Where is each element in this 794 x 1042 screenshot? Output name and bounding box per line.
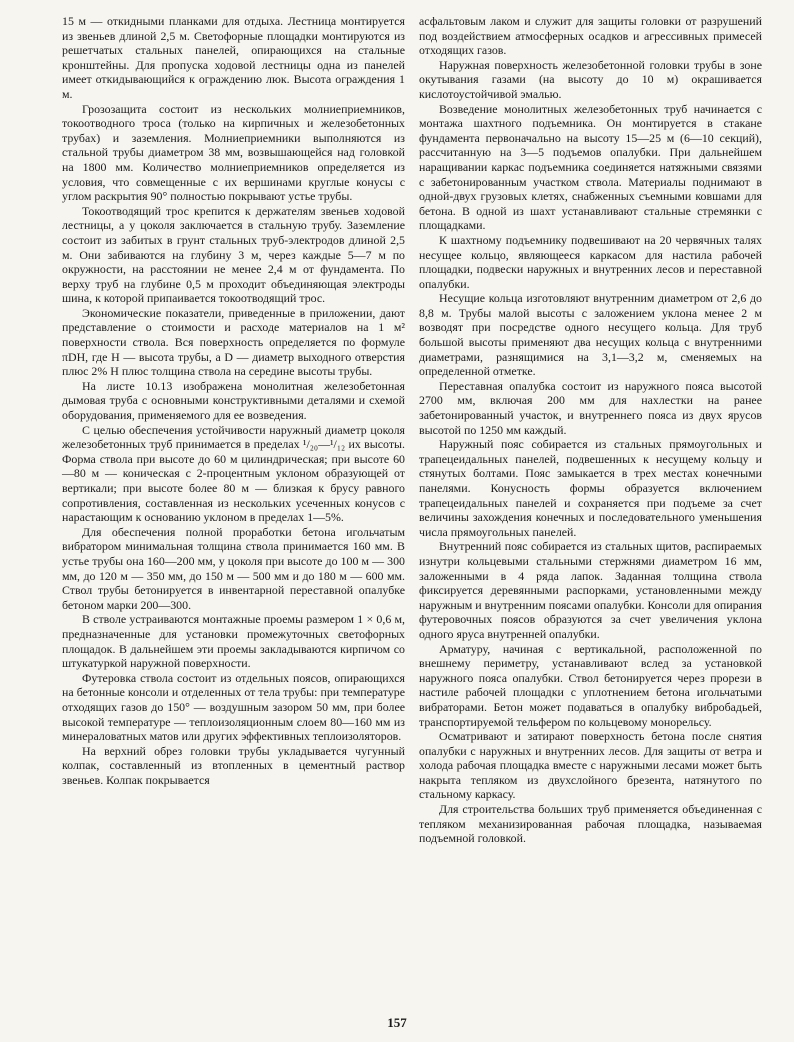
paragraph: Футеровка ствола состоит из отдельных поясов, опирающихся на бетонные консоли и отделенных от тела трубы: при температуре отходящих газов до 150° — воздушным зазором 50 мм, при более высокой температуре — теплоизоляционным слоем 80—160 мм из минераловатных матов или других эффективных теплоизоляторов. xyxy=(62,670,405,744)
paragraph: К шахтному подъемнику подвешивают на 20 червячных талях несущее кольцо, являющееся каркасом для настила рабочей площадки, подвески наружных и внутренних лесов и переставной опалубки. xyxy=(419,232,762,291)
paragraph: Возведение монолитных железобетонных труб начинается с монтажа шахтного подъемника. Он монтируется в стакане фундамента первоначально на высоту 15—25 м (6—10 секций), рассчитанную на 3—5 подъемов опалубки. При дальнейшем наращивании каркас подъемника соединяется натяжными связями с забетонированным участком ствола. Материалы поднимают в одной-двух грузовых клетях, снабженных съемными ковшами для бетона. В одной из шахт устанавливают стальные стремянки с площадками. xyxy=(419,101,762,233)
page-number: 157 xyxy=(387,1015,407,1030)
page-body xyxy=(62,14,762,994)
paragraph: Наружная поверхность железобетонной головки трубы в зоне окутывания газами (на высоту до 10 м) окрашивается кислотоустойчивой эмалью. xyxy=(419,57,762,101)
paragraph: Для обеспечения полной проработки бетона игольчатым вибратором минимальная толщина ствола принимается 160 мм. В устье трубы она 160—200 мм, у цоколя при высоте до 100 м — 300 мм, до 120 м — 350 мм, до 150 м — 500 мм и до 180 м — 600 мм. Ствол трубы бетонируется в инвентарной переставной опалубке бетоном марки 200—300. xyxy=(62,524,405,612)
paragraph: Внутренний пояс собирается из стальных щитов, распираемых изнутри кольцевыми стальными стержнями диаметром 16 мм, заложенными в 4 ряда лапок. Заданная толщина ствола фиксируется деревянными распорками, установленными между наружным и внутренним поясами опалубки. Консоли для опирания футеровочных поясов образуются за счет увеличения уклона одного яруса внутренней опалубки. xyxy=(419,539,762,641)
paragraph: Арматуру, начиная с вертикальной, расположенной по внешнему периметру, устанавливают вслед за установкой наружного пояса опалубки. Ствол бетонируется через прорези в настиле рабочей площадки с уплотнением бетона игольчатыми вибраторами. Бетон может подаваться в опалубку вибробадьей, транспортируемой тельфером по кольцевому монорельсу. xyxy=(419,641,762,729)
paragraph: Осматривают и затирают поверхность бетона после снятия опалубки с наружных и внутренних лесов. Для защиты от ветра и холода рабочая площадка вместе с наружными лесами может быть накрыта тепляком из двухслойного брезента, натянутого по стальному каркасу. xyxy=(419,729,762,802)
left-column xyxy=(62,14,405,994)
paragraph: Токоотводящий трос крепится к держателям звеньев ходовой лестницы, а у цоколя заключается в стальную трубу. Заземление состоит из забитых в грунт стальных труб-электродов длиной 2,5 м. Они забиваются на глубину 3 м, через каждые 5—7 м по окружности, на расстоянии не менее 2,4 м от фундамента. По верху труб на глубине 0,5 м проходит объединяющая электроды шина, к которой припаивается токоотводящий трос. xyxy=(62,203,405,306)
paragraph: На верхний обрез головки трубы укладывается чугунный колпак, составленный из втопленных в цементный раствор звеньев. Колпак покрывается xyxy=(62,743,405,787)
right-column xyxy=(419,14,762,994)
paragraph: 15 м — откидными планками для отдыха. Лестница монтируется из звеньев длиной 2,5 м. Светофорные площадки монтируются из решетчатых стальных панелей, опирающихся на стальные кронштейны. Для пропуска ходовой лестницы одна из панелей имеет откидывающийся к ограждению люк. Высота ограждения 1 м. xyxy=(62,14,405,101)
paragraph: асфальтовым лаком и служит для защиты головки от разрушений под воздействием атмосферных осадков и агрессивных примесей отходящих газов. xyxy=(419,14,762,58)
paragraph: Грозозащита состоит из нескольких молниеприемников, токоотводного троса (только на кирпичных и железобетонных трубах) и заземления. Молниеприемники выполняются из стальной трубы диаметром 38 мм, возвышающейся над головкой на 1800 мм. Количество молниеприемников определяется из условия, что совмещенные с их вершинами круглые конусы с углом раскрытия 90° полностью покрывают устье трубы. xyxy=(62,101,405,204)
paragraph: Экономические показатели, приведенные в приложении, дают представление о стоимости и расходе материалов на 1 м² поверхности ствола. Вся поверхность определяется по формуле πDH, где H — высота трубы, а D — диаметр выходного отверстия плюс 2% H плюс толщина ствола на середине высоты трубы. xyxy=(62,305,405,379)
paragraph: На листе 10.13 изображена монолитная железобетонная дымовая труба с основными конструктивными деталями и схемой оборудования, применяемого для ее возведения. xyxy=(62,378,405,423)
paragraph: Несущие кольца изготовляют внутренним диаметром от 2,6 до 8,8 м. Трубы малой высоты с заложением уклона менее 2 м возводят при посредстве одного несущего кольца. Для труб большой высоты применяют два несущих кольца с внутренними диаметрами, разнящимися на 3,1—3,2 м, сменяемых на определенной отметке. xyxy=(419,291,762,379)
paragraph: Наружный пояс собирается из стальных прямоугольных и трапецеидальных панелей, подвешенных к несущему кольцу и стянутых болтами. Пояс замыкается в трех местах конечными панелями. Конусность формы образуется включением трапецеидальных панелей и сохраняется при подъеме за счет величины захождения конечных и последовательного уменьшения числа прямоугольных панелей. xyxy=(419,437,762,539)
paragraph: Для строительства больших труб применяется объединенная с тепляком механизированная рабочая площадка, называемая подъемной головкой. xyxy=(419,802,762,846)
paragraph: С целью обеспечения устойчивости наружный диаметр цоколя железобетонных труб принимается в пределах ¹/₂₀—¹/₁₂ их высоты. Форма ствола при высоте до 60 м цилиндрическая; при высоте 60—80 м — коническая с 2-процентным уклоном образующей от вертикали; при высоте более 80 м — близкая к брусу равного сопротивления, составленная из нескольких усеченных конусов с нарастающим к основанию уклоном в пределах 1—5%. xyxy=(62,422,405,525)
paragraph: В стволе устраиваются монтажные проемы размером 1 × 0,6 м, предназначенные для установки промежуточных светофорных площадок. В дальнейшем эти проемы закладываются кирпичом со штукатуркой наружной поверхности. xyxy=(62,612,405,671)
paragraph: Переставная опалубка состоит из наружного пояса высотой 2700 мм, включая 200 мм для нахлестки на ранее забетонированный участок, и внутреннего пояса из двух ярусов высотой по 1250 мм каждый. xyxy=(419,378,762,437)
